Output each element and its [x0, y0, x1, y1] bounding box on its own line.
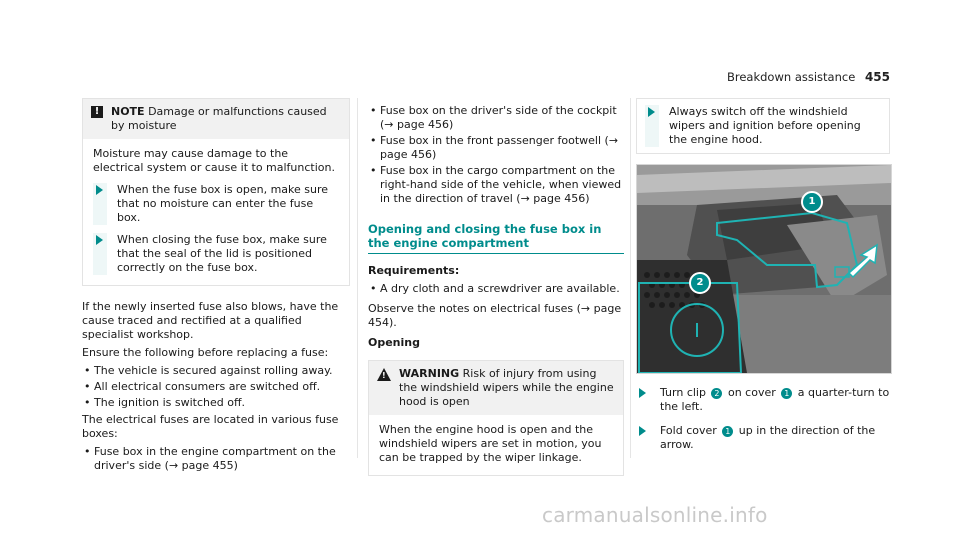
note-label: NOTE — [111, 105, 145, 118]
note-step: When closing the fuse box, make sure that the seal of the lid is positioned correctly on the fuse box. — [93, 233, 339, 275]
step: Always switch off the windshield wipers and ignition before opening the engine hood. — [645, 105, 881, 147]
paragraph: Ensure the following before replacing a fuse: — [82, 346, 329, 359]
list-item: • All electrical consumers are switched off. — [82, 380, 350, 394]
note-header — [83, 99, 349, 139]
list-item: • The vehicle is secured against rolling away. — [82, 364, 350, 378]
list-item-link[interactable]: • Fuse box on the driver's side of the cockpit (→ page 456) — [368, 104, 624, 132]
callout-2: 2 — [689, 272, 711, 294]
step-arrow-icon — [639, 388, 646, 398]
requirements-label: Requirements: — [368, 264, 460, 277]
warning-label: WARNING — [399, 367, 460, 380]
note-body — [83, 139, 349, 285]
column-divider — [630, 98, 631, 458]
step-arrow-icon — [648, 107, 655, 117]
step: Turn clip 2 on cover 1 a quarter-turn to the left. — [636, 386, 890, 414]
step-box — [636, 98, 890, 154]
note-title: Damage or malfunctions caused by moisture — [111, 105, 327, 132]
list-item-link[interactable]: • Fuse box in the engine compartment on the driver's side (→ page 455) — [82, 445, 350, 473]
step-arrow-icon — [96, 185, 103, 195]
step: Fold cover 1 up in the direction of the arrow. — [636, 424, 890, 452]
callout-ref-1: 1 — [722, 426, 733, 437]
warning-text: When the engine hood is open and the windshield wipers are set in motion, you can be trapped by the wiper linkage. — [379, 423, 602, 464]
requirements-list — [368, 282, 624, 296]
warning-box — [368, 360, 624, 476]
bullet-list — [82, 364, 350, 410]
column-divider — [357, 98, 358, 458]
note-text: Moisture may cause damage to the electrical system or cause it to malfunction. — [93, 147, 335, 174]
opening-label: Opening — [368, 336, 420, 349]
paragraph: If the newly inserted fuse also blows, have the cause traced and rectified at a qualified specialist workshop. — [82, 300, 339, 341]
column-right — [636, 98, 890, 456]
step-arrow-icon — [96, 235, 103, 245]
warning-title: Risk of injury from using the windshield wipers while the engine hood is open — [399, 367, 614, 408]
list-item-link[interactable]: • Fuse box in the front passenger footwell (→ page 456) — [368, 134, 624, 162]
engine-compartment-figure — [636, 164, 892, 374]
observe-note[interactable]: Observe the notes on electrical fuses (→ page 454). — [368, 302, 622, 329]
bullet-list — [368, 104, 624, 206]
column-left — [82, 98, 350, 476]
engine-illustration — [637, 165, 891, 373]
warning-header — [369, 361, 623, 415]
callout-1: 1 — [801, 191, 823, 213]
list-item: • The ignition is switched off. — [82, 396, 350, 410]
exclamation-icon: ! — [91, 106, 103, 118]
list-item-link[interactable]: • Fuse box in the cargo compartment on the right-hand side of the vehicle, when viewed in the direction of travel (→ page 456) — [368, 164, 624, 206]
section-title: Breakdown assistance — [726, 70, 856, 84]
callout-ref-2: 2 — [711, 388, 722, 399]
watermark: carmanualsonline.info — [542, 503, 768, 527]
column-middle — [368, 98, 624, 490]
page-number: 455 — [864, 70, 890, 84]
paragraph: The electrical fuses are located in various fuse boxes: — [82, 413, 339, 440]
page-header — [727, 70, 890, 84]
warning-triangle-icon: ! — [377, 368, 391, 381]
step-arrow-icon — [639, 426, 646, 436]
bullet-list — [82, 445, 350, 473]
section-heading: Opening and closing the fuse box in the engine compartment — [368, 222, 624, 254]
note-box — [82, 98, 350, 286]
list-item: • A dry cloth and a screwdriver are available. — [368, 282, 624, 296]
callout-ref-1: 1 — [781, 388, 792, 399]
note-step: When the fuse box is open, make sure that no moisture can enter the fuse box. — [93, 183, 339, 225]
warning-body — [369, 415, 623, 475]
